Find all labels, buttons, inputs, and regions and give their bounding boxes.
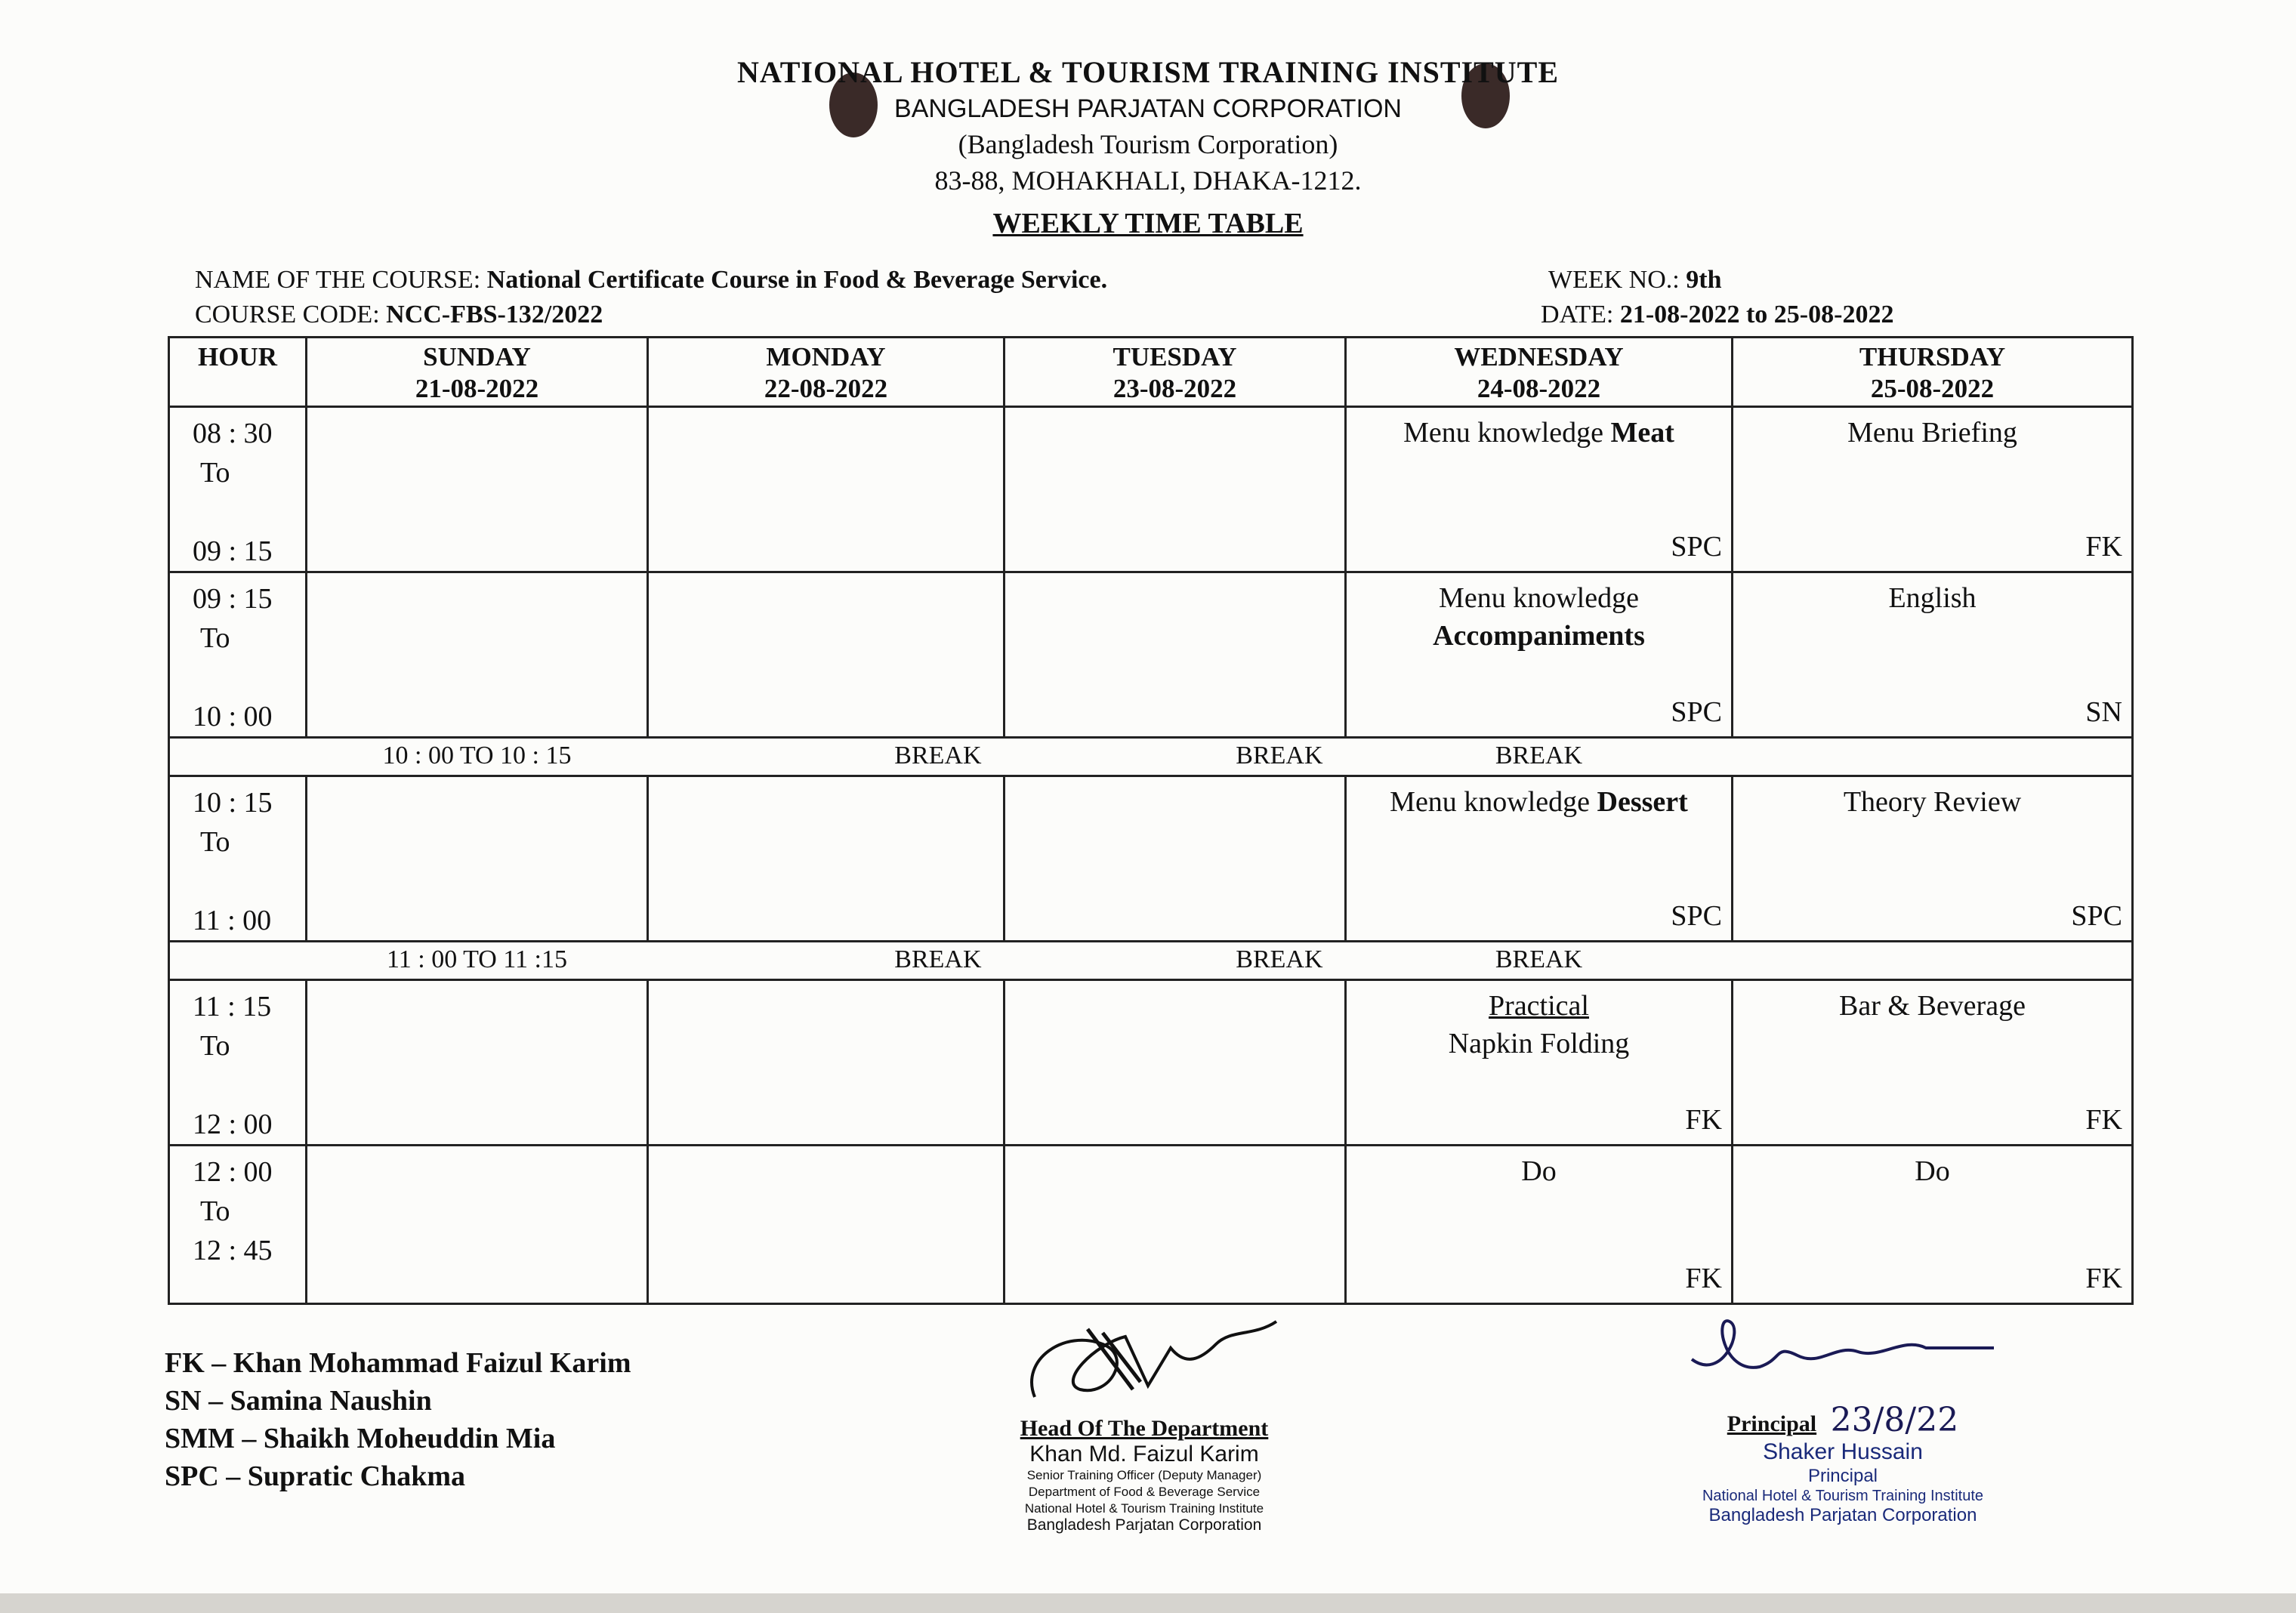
table-row [169, 980, 2133, 1146]
table-row [169, 776, 2133, 942]
day-header-tuesday: TUESDAY 23-08-2022 [1004, 338, 1346, 407]
empty-cell [1004, 980, 1346, 1146]
class-cell: Bar & Beverage FK [1733, 980, 2133, 1146]
date-label: DATE: [1541, 301, 1614, 328]
instructor-legend [165, 1344, 631, 1495]
empty-cell [648, 572, 1004, 738]
break-label: BREAK [648, 942, 1004, 980]
course-label: NAME OF THE COURSE: [195, 266, 481, 294]
principal-line: National Hotel & Tourism Training Institute [1702, 1488, 1984, 1504]
corporation-name: BANGLADESH PARJATAN CORPORATION [894, 94, 1402, 123]
empty-cell [1004, 1146, 1346, 1304]
hour-cell: 11 : 15 To 12 : 00 [169, 980, 307, 1146]
principal-line: Bangladesh Parjatan Corporation [1708, 1505, 1977, 1525]
hour-cell: 10 : 15 To 11 : 00 [169, 776, 307, 942]
break-label: BREAK [1004, 738, 1346, 776]
code-label: COURSE CODE: [195, 301, 380, 328]
break-time: 10 : 00 TO 10 : 15 [307, 738, 648, 776]
principal-role: Principal [1727, 1411, 1817, 1436]
week-label: WEEK NO.: [1548, 266, 1680, 294]
table-row [169, 407, 2133, 572]
principal-name: Shaker Hussain [1763, 1439, 1923, 1464]
empty-cell [648, 980, 1004, 1146]
legend-item: SN – Samina Naushin [165, 1385, 432, 1417]
break-label: BREAK [648, 738, 1004, 776]
principal-signature-block [1677, 1314, 2009, 1527]
empty-cell [307, 980, 648, 1146]
day-header-thursday: THURSDAY 25-08-2022 [1733, 338, 2133, 407]
date-line [1541, 301, 1893, 329]
hod-line: National Hotel & Tourism Training Institute [1024, 1501, 1264, 1516]
class-cell: Menu Briefing FK [1733, 407, 2133, 572]
day-header-monday: MONDAY 22-08-2022 [648, 338, 1004, 407]
break-time: 11 : 00 TO 11 :15 [307, 942, 648, 980]
header-row [169, 338, 2133, 407]
week-number: 9th [1686, 266, 1722, 294]
institute-name: NATIONAL HOTEL & TOURISM TRAINING INSTITUTE [736, 55, 1560, 89]
class-cell: Do FK [1733, 1146, 2133, 1304]
hour-cell: 09 : 15 To 10 : 00 [169, 572, 307, 738]
class-cell: Theory Review SPC [1733, 776, 2133, 942]
empty-cell [307, 1146, 648, 1304]
empty-cell [307, 776, 648, 942]
hod-name: Khan Md. Faizul Karim [1029, 1442, 1259, 1467]
hour-cell: 08 : 30 To 09 : 15 [169, 407, 307, 572]
day-header-sunday: SUNDAY 21-08-2022 [307, 338, 648, 407]
day-header-wednesday: WEDNESDAY 24-08-2022 [1346, 338, 1733, 407]
course-code: NCC-FBS-132/2022 [386, 301, 603, 328]
empty-cell [307, 572, 648, 738]
date-range: 21-08-2022 to 25-08-2022 [1619, 301, 1894, 328]
legend-item: SPC – Supratic Chakma [165, 1460, 465, 1492]
week-line [1548, 266, 1721, 295]
hour-cell: 12 : 00 To 12 : 45 [169, 1146, 307, 1304]
empty-cell [648, 1146, 1004, 1304]
empty-cell [1004, 776, 1346, 942]
document-title: WEEKLY TIME TABLE [992, 208, 1304, 239]
table-row [169, 1146, 2133, 1304]
empty-cell [648, 776, 1004, 942]
handwritten-date: 23/8/22 [1830, 1401, 1959, 1439]
course-name: National Certificate Course in Food & Beverage Service. [486, 266, 1108, 294]
corporation-english: (Bangladesh Tourism Corporation) [958, 129, 1338, 159]
break-label: BREAK [1346, 738, 1733, 776]
hod-role: Head Of The Department [1020, 1416, 1269, 1441]
hod-line: Department of Food & Beverage Service [1028, 1485, 1261, 1499]
course-code-line [195, 301, 603, 329]
empty-cell [307, 407, 648, 572]
class-cell: Practical Napkin Folding FK [1346, 980, 1733, 1146]
legend-item: SMM – Shaikh Moheuddin Mia [165, 1423, 556, 1454]
class-cell: Menu knowledge Meat SPC [1346, 407, 1733, 572]
legend-item: FK – Khan Mohammad Faizul Karim [165, 1347, 631, 1379]
break-row [169, 738, 2133, 776]
course-name-line [195, 266, 1107, 295]
empty-cell [648, 407, 1004, 572]
document-header [0, 54, 2296, 240]
principal-title: Principal [1807, 1466, 1878, 1486]
empty-cell [1004, 407, 1346, 572]
hod-signature [974, 1314, 1314, 1412]
class-cell: Menu knowledge Accompaniments SPC [1346, 572, 1733, 738]
break-label: BREAK [1004, 942, 1346, 980]
principal-signature [1677, 1314, 2009, 1397]
class-cell: Do FK [1346, 1146, 1733, 1304]
empty-cell [1004, 572, 1346, 738]
class-cell: English SN [1733, 572, 2133, 738]
table-row [169, 572, 2133, 738]
hod-signature-block [974, 1314, 1314, 1534]
break-label: BREAK [1346, 942, 1733, 980]
address: 83-88, MOHAKHALI, DHAKA-1212. [934, 165, 1362, 196]
hod-line: Bangladesh Parjatan Corporation [1026, 1516, 1262, 1534]
hour-header: HOUR [169, 338, 307, 407]
timetable [168, 336, 2134, 1305]
hod-line: Senior Training Officer (Deputy Manager) [1026, 1468, 1262, 1482]
class-cell: Menu knowledge Dessert SPC [1346, 776, 1733, 942]
break-row [169, 942, 2133, 980]
